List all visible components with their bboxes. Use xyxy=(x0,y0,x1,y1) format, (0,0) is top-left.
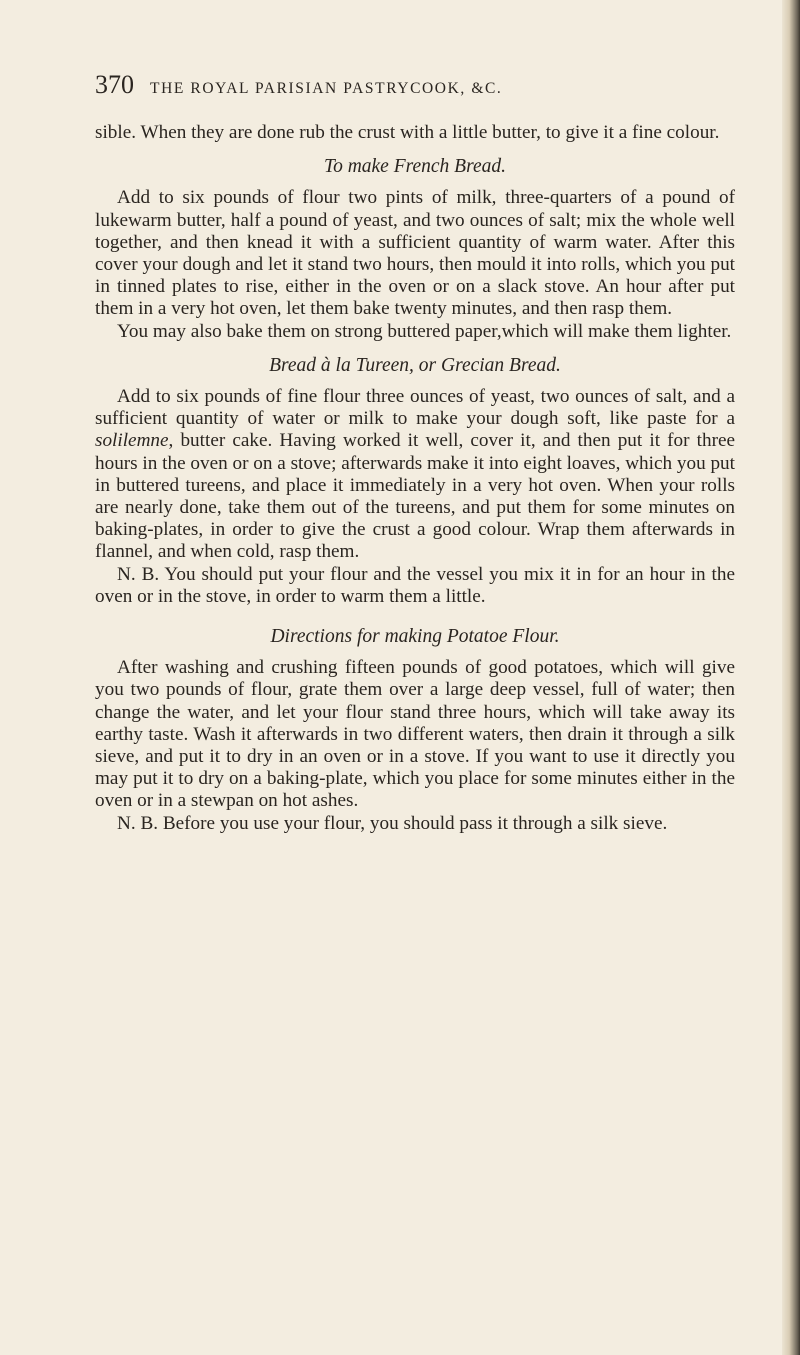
page-number: 370 xyxy=(95,70,134,99)
tureen-bread-note: N. B. You should put your flour and the vessel you mix it in for an hour in the oven or in the stove, in order to warm them a little. xyxy=(95,563,735,607)
page-edge-shadow xyxy=(782,0,800,1355)
section-title-french-bread: To make French Bread. xyxy=(324,156,506,178)
tureen-text-a: Add to six pounds of fine flour three ounces of yeast, two ounces of salt, and a sufficient quantity of water or milk to make your dough soft, like paste for a xyxy=(95,386,735,430)
tureen-bread-paragraph-1 xyxy=(95,386,735,564)
page-header xyxy=(95,70,735,108)
tureen-italic-term: solilemne xyxy=(95,430,169,452)
tureen-text-b: , butter cake. Having worked it well, cover it, and then put it for three hours in the oven or on a stove; afterwards make it into eight loaves, which you put in buttered tureens, and place it immediately in a very hot oven. When your rolls are nearly done, take them out of the tureens, and put them for some minutes on baking-plates, in order to give the crust a good colour. Wrap them afterwards in flannel, and when cold, rasp them. xyxy=(95,430,735,563)
french-bread-paragraph-1: Add to six pounds of flour two pints of milk, three-quarters of a pound of lukewarm butter, half a pound of yeast, and two ounces of salt; mix the whole well together, and then knead it with a sufficient quantity of warm water. After this cover your dough and let it stand two hours, then mould it into rolls, which you put in tinned plates to rise, either in the oven or on a slack stove. An hour after put them in a very hot oven, let them bake twenty minutes, and then rasp them. xyxy=(95,187,735,320)
potatoe-flour-paragraph-1: After washing and crushing fifteen pounds of good potatoes, which will give you two pounds of flour, grate them over a large deep vessel, full of water; then change the water, and let your flour stand three hours, which will take away its earthy taste. Wash it afterwards in two different waters, then drain it through a silk sieve, and put it to dry in an oven or in a stove. If you want to use it directly you may put it to dry on a baking-plate, which you place for some minutes either in the oven or in a stewpan on hot ashes. xyxy=(95,657,735,812)
continuation-paragraph: sible. When they are done rub the crust with a little butter, to give it a fine colour. xyxy=(95,122,720,143)
running-title: THE ROYAL PARISIAN PASTRYCOOK, &C. xyxy=(150,80,503,97)
page-content xyxy=(95,70,735,835)
potatoe-flour-note: N. B. Before you use your flour, you should pass it through a silk sieve. xyxy=(117,812,668,834)
section-title-potatoe-flour: Directions for making Potatoe Flour. xyxy=(270,626,560,648)
section-title-tureen-bread: Bread à la Tureen, or Grecian Bread. xyxy=(269,354,561,376)
french-bread-paragraph-2: You may also bake them on strong buttered paper,which will make them lighter. xyxy=(117,320,732,342)
